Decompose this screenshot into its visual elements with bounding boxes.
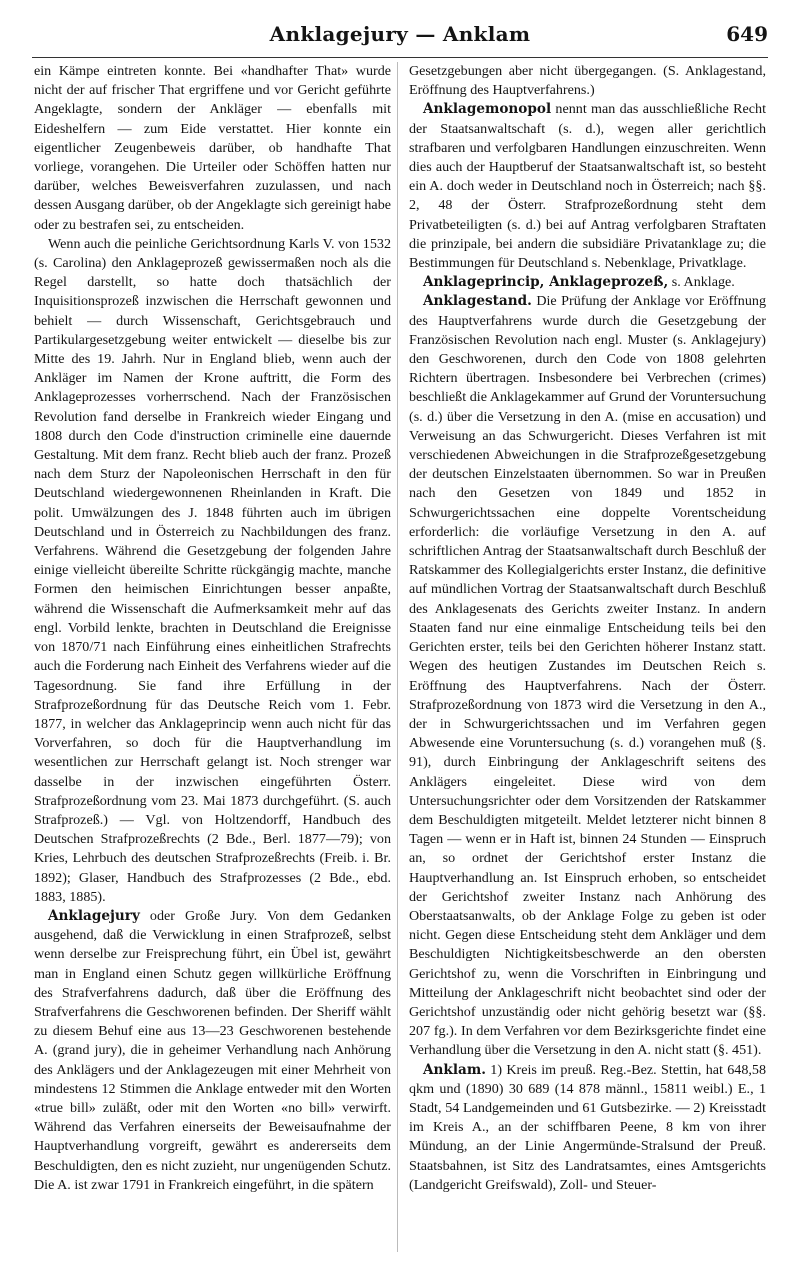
column-divider xyxy=(397,62,398,1252)
lemma: Anklagemonopol xyxy=(423,101,552,118)
lemma: Anklagejury xyxy=(48,907,140,924)
entry-text: s. Anklage. xyxy=(668,274,735,291)
left-column xyxy=(34,62,391,1252)
entry-anklam xyxy=(409,1061,766,1195)
running-head xyxy=(32,22,768,54)
entry-anklagejury xyxy=(34,907,391,1195)
right-column xyxy=(409,62,766,1252)
paragraph: ein Kämpe eintreten konnte. Bei «handhafter That» wurde nicht der auf frischer That ergriffene und vor Gericht geführte Angeklagte, sondern der Ankläger — ebenfalls mit Eideshelfern — zum Eide verstattet. Hier konnte ein eigentlicher Zeugenbeweis darüber, ob handhafte That vorliege, vorangehen. Die Urteiler oder Schöffen hatten nur darüber, welches Beweisverfahren zuzulassen, und nach dessen Ausgang darüber, ob der Angeklagte sich gereinigt habe oder zu bestrafen sei, zu entscheiden. xyxy=(34,63,391,233)
paragraph: Gesetzgebungen aber nicht übergegangen. (S. Anklagestand, Eröffnung des Hauptverfahrens.) xyxy=(409,63,766,99)
entry-text: nennt man das ausschließliche Recht der Staatsanwaltschaft (s. d.), wegen aller gerichtlich strafbaren und verfolgbaren Handlungen einzuschreiten. Wenn dies auch der Hauptberuf der Staatsanwaltschaft ist, so besteht ein A. doch weder in Deutschland noch in Österreich; nach §§. 2, 48 der Österr. Strafprozeßordnung steht dem Privatbeteiligten (s. d.) bei auf Antrag verfolgbaren Straftaten die prinzipale, bei andern die subsidiäre Privatanklage zu; die Bestimmungen für Deutschland s. Nebenklage, Privatklage. xyxy=(409,101,766,272)
entry-anklageprincip xyxy=(409,273,766,292)
lemma: Anklageprincip, Anklageprozeß, xyxy=(423,274,669,291)
lemma: Anklagestand. xyxy=(423,293,532,310)
page-number: 649 xyxy=(726,22,768,46)
page-title: Anklagejury — Anklam xyxy=(269,22,531,46)
entry-text: 1) Kreis im preuß. Reg.-Bez. Stettin, hat 648,58 qkm und (1890) 30 689 (14 878 männl., 15811 weibl.) E., 1 Stadt, 54 Landgemeinden und 61 Gutsbezirke. — 2) Kreisstadt im Kreis A., an der schiffbaren Peene, 8 km von ihrer Mündung, an der Linie Angermünde-Stralsund der Preuß. Staatsbahnen, ist Sitz des Landratsamtes, eines Amtsgerichts (Landgericht Greifswald), Zoll- und Steuer- xyxy=(409,1061,766,1193)
entry-anklagemonopol xyxy=(409,100,766,273)
paragraph: Wenn auch die peinliche Gerichtsordnung Karls V. von 1532 (s. Carolina) den Anklageprozeß gewissermaßen noch als die Regel darstellt, so hatte doch thatsächlich der Inquisitionsprozeß inzwischen die Herrschaft gewonnen und behielt — durch Wissenschaft, Gerichtsgebrauch und Partikulargesetzgebung weiter entwickelt — dieselbe bis zur Mitte des 19. Jahrh. Nur in England blieb, wenn auch der Ankläger im Namen der Krone auftritt, die Form des Anklageprozesses vorherrschend. Nach der Französischen Revolution fand derselbe in Frankreich wieder Eingang und 1808 durch den Code d'instruction criminelle eine dauernde Gestaltung. Mit dem franz. Recht blieb auch der franz. Prozeß nach dem Sturz der Napoleonischen Herrschaft in den für Deutschland wiedergewonnenen Rheinlanden in Kraft. Die polit. Umwälzungen des J. 1848 führten auch im übrigen Deutschland und in Österreich zu Nachbildungen des franz. Verfahrens. Während die Gesetzgebung der folgenden Jahre einige vielleicht übereilte Schritte rückgängig machte, manche Formen den heimischen Einrichtungen besser anpaßte, während die Wissenschaft die Aufmerksamkeit mehr auf das engl. Vorbild lenkte, brachten in Deutschland die Ereignisse von 1870/71 nach Einführung eines einheitlichen Strafrechts auch die Forderung nach Einheit des Verfahrens wieder auf die Tagesordnung. Sie fand ihre Erfüllung in der Strafprozeßordnung für das Deutsche Reich vom 1. Febr. 1877, in welcher das Anklageprincip wenn auch nicht für das Vorverfahren, so doch für die Hauptverhandlung im wesentlichen zur Herrschaft gelangt ist. Noch strenger war dasselbe in der inzwischen eingeführten Österr. Strafprozeßordnung vom 23. Mai 1873 durchgeführt. (S. auch Strafprozeß.) — Vgl. von Holtzendorff, Handbuch des Deutschen Strafprozeßrechts (2 Bde., Berl. 1877—79); von Kries, Lehrbuch des deutschen Strafprozeßrechts (Freib. i. Br. 1892); Glaser, Handbuch des Strafprozesses (2 Bde., ebd. 1883, 1885). xyxy=(34,235,391,905)
entry-anklagestand xyxy=(409,292,766,1060)
entry-text: oder Große Jury. Von dem Gedanken ausgehend, daß die Verwicklung in einen Strafprozeß, selbst wenn derselbe zur Freisprechung führt, ein Übel ist, gewährt man in England einen Schutz gegen willkürliche Eröffnung des Strafverfahrens dadurch, daß über die Eröffnung des Strafverfahrens die Geschworenen befinden. Der Sheriff wählt zu diesem Behuf eine aus 13—23 Geschworenen bestehende A. (grand jury), die in geheimer Verhandlung nach Anhörung des Anklägers und der Anklagezeugen mit einer Mehrheit von mindestens 12 Stimmen die Anklage entweder mit den Worten «true bill» zuläßt, oder mit den Worten «no bill» verwirft. Während das Verfahren einerseits der Beweisaufnahme der Hauptverhandlung vorgreift, gewährt es andererseits dem Beschuldigten, den es nicht zuzieht, nur ungenügenden Schutz. Die A. ist zwar 1791 in Frankreich eingeführt, in die spätern xyxy=(34,907,391,1193)
entry-text: Die Prüfung der Anklage vor Eröffnung des Hauptverfahrens wurde durch die Gesetzgebung der Französischen Revolution nach engl. Muster (s. Anklagejury) den Geschworenen, durch den Code von 1808 gelehrten Richtern übertragen. Insbesondere bei Verbrechen (crimes) beschließt die Anklagekammer auf Grund der Voruntersuchung (s. d.) über die Versetzung in den A. (mise en accusation) und Verweisung an das Schwurgericht. Dieses Verfahren ist mit verschiedenen Abweichungen in die Strafprozeßgesetzgebung der deutschen Einzelstaaten übernommen. So war in Preußen nach den Gesetzen von 1849 und 1852 in Schwurgerichtssachen eine doppelte Vorentscheidung erforderlich: die vorläufige Versetzung in den A. auf schriftlichen Antrag der Staatsanwaltschaft durch Beschluß der Ratskammer des Kollegialgerichts erster Instanz, die definitive auf mündlichen Vortrag der Staatsanwaltschaft durch Beschluß des Anklagesenats des Gerichts zweiter Instanz. In andern Staaten fand nur eine einmalige Entscheidung teils bei den Gerichten erster, teils bei den Gerichten höherer Instanz statt. Wegen des heutigen Zustandes im Deutschen Reich s. Eröffnung des Hauptverfahrens. Nach der Österr. Strafprozeßordnung von 1873 wird die Versetzung in den A., der in Schwurgerichtssachen und im Verfahren gegen Abwesende eine Voruntersuchung (s. d.) vorangehen muß (§. 91), durch Einbringung der Anklageschrift seitens des Anklägers eingeleitet. Diese wird von dem Untersuchungsrichter oder dem Vorsitzenden der Ratskammer dem Beschuldigten mitgeteilt. Meldet letzterer nicht binnen 8 Tagen — wenn er in Haft ist, binnen 24 Stunden — Einspruch an, so ordnet der Gerichtshof erster Instanz die Hauptverhandlung an. Ist Einspruch erhoben, so entscheidet der Gerichtshof zweiter Instanz nach Anhörung des Oberstaatsanwalts, ob der Anklage Folge zu geben ist oder nicht. Gegen diese Entscheidung steht dem Ankläger und dem Beschuldigten Nichtigkeitsbeschwerde an den obersten Gerichtshof zu, wenn die Vorschriften in Einbringung und Mitteilung der Anklageschrift nicht beobachtet sind oder der Gerichtshof unzuständig oder nicht gehörig besetzt war (§§. 207 fg.). In dem Verfahren vor dem Bezirksgerichte findet eine Verhandlung über die Versetzung in den A. nicht statt (§. 451). xyxy=(409,293,766,1059)
header-rule xyxy=(32,57,768,58)
lemma: Anklam. xyxy=(423,1061,486,1078)
